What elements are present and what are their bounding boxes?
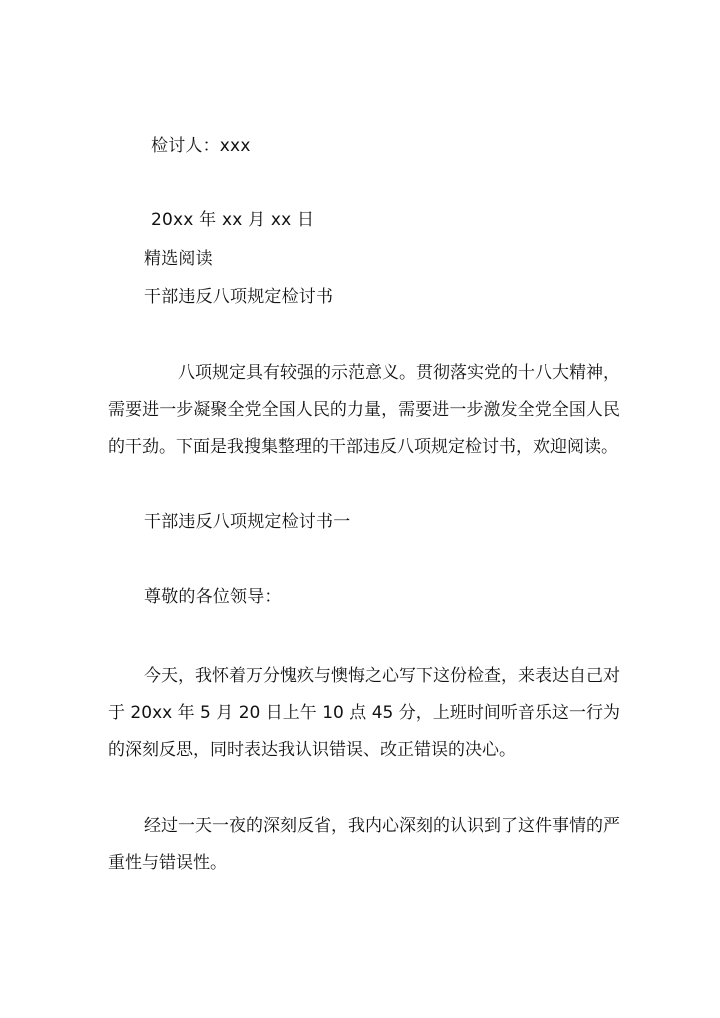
signature-date: 20xx 年 xx 月 xx 日 (151, 210, 315, 230)
section-title: 干部违反八项规定检讨书一 (144, 512, 351, 532)
related-article-title[interactable]: 干部违反八项规定检讨书 (144, 287, 334, 307)
paragraph-1-text: 今天，我怀着万分愧疚与懊悔之心写下这份检查，来表达自己对于 20xx 年 5 月 20 日上午 10 点 45 分，上班时间听音乐这一行为的深刻反思，同时表达我认识错误、改正错误的决心。 (108, 666, 620, 760)
salutation: 尊敬的各位领导： (144, 587, 282, 607)
body-paragraph-2 (108, 808, 620, 882)
intro-text: 八项规定具有较强的示范意义。贯彻落实党的十八大精神，需要进一步凝聚全党全国人民的力量，需要进一步激发全党全国人民的干劲。下面是我搜集整理的干部违反八项规定检讨书，欢迎阅读。 (108, 363, 620, 457)
reviewer-signature: 检讨人：xxx (151, 136, 251, 156)
related-reading-heading: 精选阅读 (144, 249, 213, 269)
body-paragraph-1 (108, 658, 620, 769)
paragraph-2-text: 经过一天一夜的深刻反省，我内心深刻的认识到了这件事情的严重性与错误性。 (108, 816, 620, 873)
intro-paragraph (108, 355, 620, 466)
